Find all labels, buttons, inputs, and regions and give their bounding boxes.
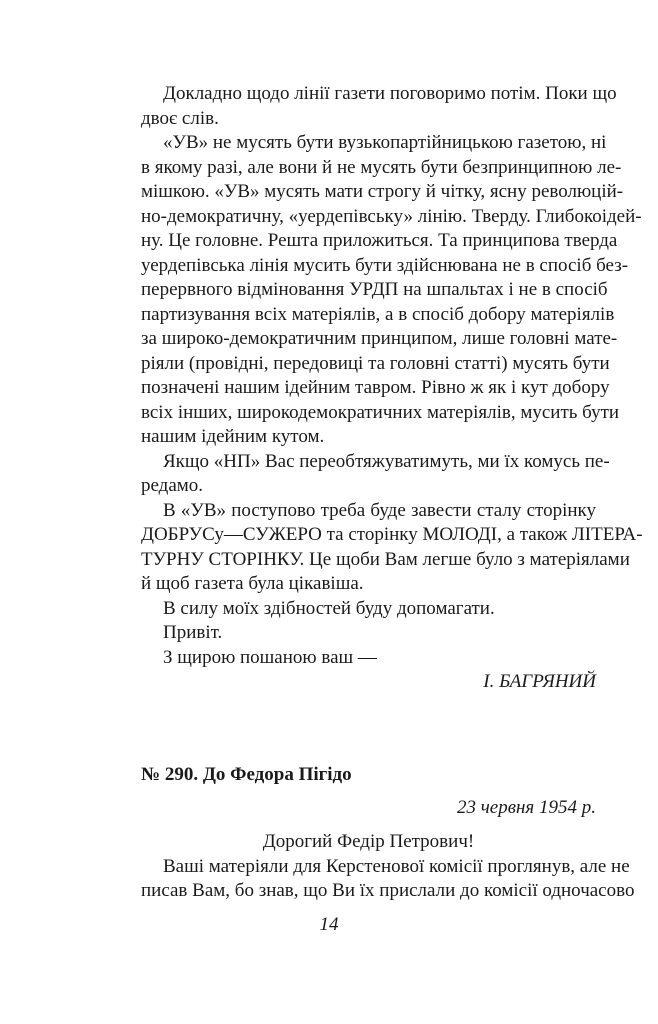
text-line: «УВ» не мусять бути вузькопартійницькою газетою, ні — [163, 132, 607, 153]
text-line: партизування всіх матеріялів, а в спосіб добору матеріялів — [141, 303, 615, 325]
letter-heading: № 290. До Федора Пігідо — [141, 764, 352, 785]
text-line: мішкою. «УВ» мусять мати строгу й чітку, ясну революцій- — [141, 181, 624, 202]
text-line: в якому разі, але вони й не мусять бути безпринципною ле- — [141, 156, 622, 178]
text-line: З щирою пошаною ваш — — [163, 646, 377, 668]
text-line: ну. Це головне. Решта приложиться. Та принципова тверда — [141, 230, 618, 251]
text-line: позначені нашим ідейним тавром. Рівно ж як і кут добору — [141, 377, 610, 398]
text-line: й щоб газета була цікавіша. — [141, 573, 364, 594]
text-line: редамо. — [141, 475, 204, 496]
signature: І. БАГРЯНИЙ — [483, 671, 596, 692]
text-line: перервного відміновання УРДП на шпальтах і не в спосіб — [141, 279, 608, 300]
text-line: но-демократичну, «уердепівську» лінію. Тверду. Глибокоідей- — [141, 205, 642, 227]
letter-date: 23 червня 1954 р. — [456, 797, 596, 818]
text-line: нашим ідейним кутом. — [141, 426, 325, 447]
text-line: Якщо «НП» Вас переобтяжуватимуть, ми їх комусь пе- — [163, 450, 610, 472]
salutation: Дорогий Федір Петрович! — [262, 831, 475, 852]
letter-body — [141, 82, 643, 695]
text-line: Докладно щодо лінії газети поговоримо потім. Поки що — [163, 83, 617, 104]
text-line: ТУРНУ СТОРІНКУ. Це щоби Вам легше було з матеріялами — [141, 548, 630, 570]
text-line: двоє слів. — [141, 107, 219, 129]
page-number: 14 — [319, 914, 339, 935]
letter-body — [141, 830, 635, 904]
text-line: всіх інших, широкодемократичних матеріялів, мусить бути — [141, 401, 620, 423]
text-line: за широко-демократичним принципом, лише головні мате- — [141, 328, 618, 349]
text-line: ДОБРУСу—СУЖЕРО та сторінку МОЛОДІ, а також ЛІТЕРА- — [141, 524, 643, 545]
text-line: ріяли (провідні, передовиці та головні статті) мусять бути — [141, 352, 610, 374]
text-line: Привіт. — [163, 622, 223, 643]
text-line: В силу моїх здібностей буду допомагати. — [163, 597, 495, 619]
text-line: уердепівська лінія мусить бути здійснювана не в спосіб без- — [141, 254, 629, 276]
text-line: В «УВ» поступово треба буде завести сталу сторінку — [163, 499, 596, 521]
text-line: писав Вам, бо знав, що Ви їх прислали до комісії одночасово — [141, 880, 635, 901]
text-line: Ваші матеріяли для Керстенової комісії проглянув, але не — [163, 855, 630, 877]
